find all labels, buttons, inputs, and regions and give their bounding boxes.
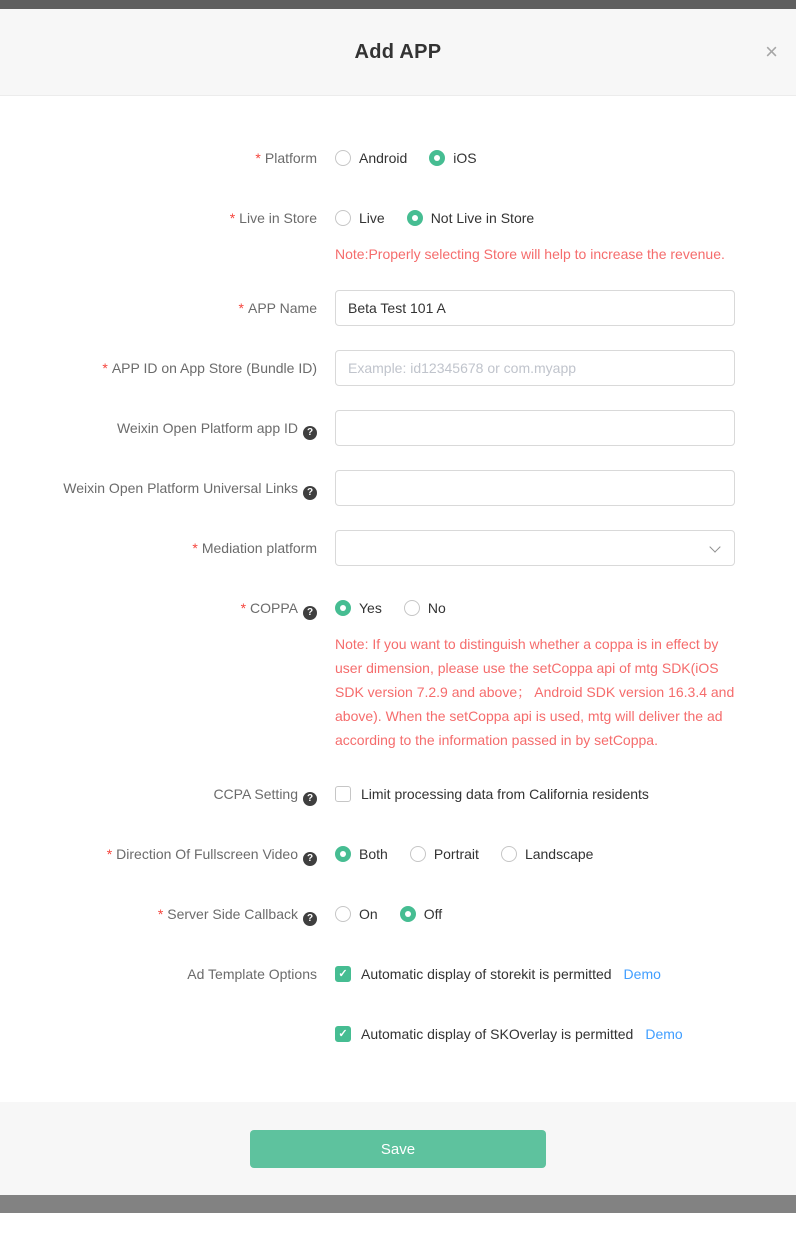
- storekit-line: [335, 956, 735, 992]
- required-asterisk: *: [229, 210, 236, 226]
- coppa-yes-radio[interactable]: [335, 600, 382, 616]
- required-asterisk: *: [238, 300, 244, 316]
- direction-label-text: Direction Of Fullscreen Video: [116, 846, 298, 862]
- server-callback-control: [335, 896, 735, 932]
- form-row-ad-template: [0, 956, 796, 1052]
- save-button[interactable]: Save: [250, 1130, 546, 1168]
- required-asterisk: *: [106, 846, 113, 862]
- direction-portrait-radio[interactable]: [410, 846, 479, 862]
- not-live-radio[interactable]: [407, 210, 535, 226]
- store-note: Note:Properly selecting Store will help to increase the revenue.: [335, 246, 725, 262]
- storekit-checkbox-label: Automatic display of storekit is permitted: [361, 966, 612, 982]
- weixin-app-id-control: [335, 410, 735, 446]
- form-row-weixin-app-id: [0, 410, 796, 446]
- mediation-platform-control: [335, 530, 735, 566]
- background-bottom-strip: [0, 1195, 796, 1213]
- weixin-app-id-label: [0, 410, 335, 446]
- server-callback-on-radio[interactable]: [335, 906, 378, 922]
- server-callback-off-radio[interactable]: [400, 906, 442, 922]
- coppa-no-label: No: [427, 600, 446, 616]
- app-name-line: [335, 290, 735, 326]
- live-in-store-control: [335, 200, 735, 266]
- radio-circle-icon: [335, 600, 351, 616]
- platform-radio-group: [335, 140, 735, 176]
- app-name-input[interactable]: [335, 290, 735, 326]
- direction-label: [0, 836, 335, 872]
- app-name-label-text: APP Name: [248, 300, 317, 316]
- coppa-yes-label: Yes: [359, 600, 382, 616]
- weixin-app-id-label-text: Weixin Open Platform app ID: [116, 420, 298, 436]
- close-icon[interactable]: ×: [765, 39, 778, 64]
- ad-template-label: [0, 956, 335, 992]
- server-callback-label-text: Server Side Callback: [167, 906, 298, 922]
- skoverlay-demo-link[interactable]: Demo: [645, 1026, 683, 1042]
- form-row-server-callback: [0, 896, 796, 932]
- direction-both-radio[interactable]: [335, 846, 388, 862]
- background-top-strip: [0, 0, 796, 9]
- mediation-platform-select[interactable]: [335, 530, 735, 566]
- server-callback-radio-group: [335, 896, 735, 932]
- ad-template-control: [335, 956, 735, 1052]
- coppa-label-text: COPPA: [250, 600, 298, 616]
- direction-both-label: Both: [359, 846, 388, 862]
- radio-circle-icon: [335, 846, 351, 862]
- server-callback-off-label: Off: [423, 906, 443, 922]
- bundle-id-input[interactable]: [335, 350, 735, 386]
- ccpa-checkbox[interactable]: [335, 786, 649, 802]
- platform-ios-label: iOS: [453, 150, 477, 166]
- live-in-store-label-text: Live in Store: [239, 210, 317, 226]
- help-icon[interactable]: ?: [303, 792, 317, 806]
- radio-circle-icon: [400, 906, 416, 922]
- platform-android-label: Android: [359, 150, 408, 166]
- skoverlay-line: [335, 1016, 735, 1052]
- live-in-store-radio-group: [335, 200, 735, 236]
- modal-title: Add APP: [354, 40, 442, 63]
- mediation-platform-label-text: Mediation platform: [201, 540, 317, 556]
- form-row-bundle-id: [0, 350, 796, 386]
- form-row-app-name: [0, 290, 796, 326]
- modal-footer: [0, 1102, 796, 1195]
- platform-label: [0, 140, 335, 176]
- platform-ios-radio[interactable]: [429, 150, 476, 166]
- required-asterisk: *: [157, 906, 164, 922]
- radio-circle-icon: [410, 846, 426, 862]
- ad-template-label-text: Ad Template Options: [187, 966, 317, 982]
- weixin-universal-links-label: [0, 470, 335, 506]
- radio-circle-icon: [335, 906, 351, 922]
- platform-android-radio[interactable]: [335, 150, 407, 166]
- chevron-down-icon: [709, 541, 720, 552]
- form-row-platform: [0, 140, 796, 176]
- server-callback-on-label: On: [359, 906, 378, 922]
- coppa-label: [0, 590, 335, 626]
- coppa-radio-group: [335, 590, 735, 626]
- radio-circle-icon: [335, 210, 351, 226]
- weixin-universal-links-input[interactable]: [335, 470, 735, 506]
- form-row-direction: [0, 836, 796, 872]
- required-asterisk: *: [240, 600, 247, 616]
- bundle-id-line: [335, 350, 735, 386]
- form-row-live-in-store: [0, 200, 796, 266]
- weixin-app-id-input[interactable]: [335, 410, 735, 446]
- required-asterisk: *: [102, 360, 108, 376]
- checkbox-check-icon: [335, 1026, 351, 1042]
- form-row-mediation-platform: [0, 530, 796, 566]
- check-glyph: ✓: [338, 1027, 348, 1040]
- ccpa-line: [335, 776, 735, 812]
- help-icon[interactable]: ?: [303, 486, 317, 500]
- server-callback-label: [0, 896, 335, 932]
- platform-label-text: Platform: [264, 150, 317, 166]
- live-radio[interactable]: [335, 210, 385, 226]
- live-radio-label: Live: [359, 210, 385, 226]
- help-icon[interactable]: ?: [303, 912, 317, 926]
- bundle-id-label: [0, 350, 335, 386]
- radio-circle-icon: [407, 210, 423, 226]
- skoverlay-checkbox-label: Automatic display of SKOverlay is permitted: [361, 1026, 634, 1042]
- radio-circle-icon: [335, 150, 351, 166]
- help-icon[interactable]: ?: [303, 606, 317, 620]
- form-row-coppa: [0, 590, 796, 752]
- direction-portrait-label: Portrait: [433, 846, 479, 862]
- skoverlay-checkbox[interactable]: [335, 1026, 633, 1042]
- ccpa-label-text: CCPA Setting: [213, 786, 298, 802]
- ccpa-control: [335, 776, 735, 812]
- app-name-control: [335, 290, 735, 326]
- checkbox-check-icon: [335, 966, 351, 982]
- weixin-universal-links-control: [335, 470, 735, 506]
- check-glyph: ✓: [338, 967, 348, 980]
- required-asterisk: *: [255, 150, 261, 166]
- storekit-checkbox[interactable]: [335, 966, 612, 982]
- weixin-universal-links-label-text: Weixin Open Platform Universal Links: [63, 480, 298, 496]
- direction-control: [335, 836, 735, 872]
- platform-control: [335, 140, 735, 176]
- mediation-platform-label: [0, 530, 335, 566]
- direction-landscape-radio[interactable]: [501, 846, 594, 862]
- app-name-label: [0, 290, 335, 326]
- help-icon[interactable]: ?: [303, 852, 317, 866]
- ccpa-label: [0, 776, 335, 812]
- direction-landscape-label: Landscape: [524, 846, 594, 862]
- coppa-no-radio[interactable]: [404, 600, 446, 616]
- help-icon[interactable]: ?: [303, 426, 317, 440]
- mediation-platform-line: [335, 530, 735, 566]
- weixin-universal-links-line: [335, 470, 735, 506]
- required-asterisk: *: [192, 540, 198, 556]
- coppa-note: Note: If you want to distinguish whether a coppa is in effect by user dimension, please use the setCoppa api of mtg SDK(iOS SDK version 7.2.9 and above； Android SDK version 16.3.4 and above). When the setCoppa api is used, mtg will deliver the ad according to the information passed in by setCoppa.: [335, 636, 735, 748]
- radio-circle-icon: [404, 600, 420, 616]
- radio-circle-icon: [429, 150, 445, 166]
- bundle-id-label-text: APP ID on App Store (Bundle ID): [111, 360, 317, 376]
- radio-circle-icon: [501, 846, 517, 862]
- weixin-app-id-line: [335, 410, 735, 446]
- modal-body: [0, 96, 796, 1102]
- modal-header: [0, 9, 796, 96]
- checkbox-box-icon: [335, 786, 351, 802]
- form-row-ccpa: [0, 776, 796, 812]
- storekit-demo-link[interactable]: Demo: [623, 966, 661, 982]
- direction-radio-group: [335, 836, 735, 872]
- form-row-weixin-universal-links: [0, 470, 796, 506]
- coppa-control: [335, 590, 735, 752]
- bundle-id-control: [335, 350, 735, 386]
- not-live-radio-label: Not Live in Store: [430, 210, 535, 226]
- add-app-modal: [0, 9, 796, 1195]
- ccpa-checkbox-label: Limit processing data from California residents: [361, 786, 649, 802]
- live-in-store-label: [0, 200, 335, 236]
